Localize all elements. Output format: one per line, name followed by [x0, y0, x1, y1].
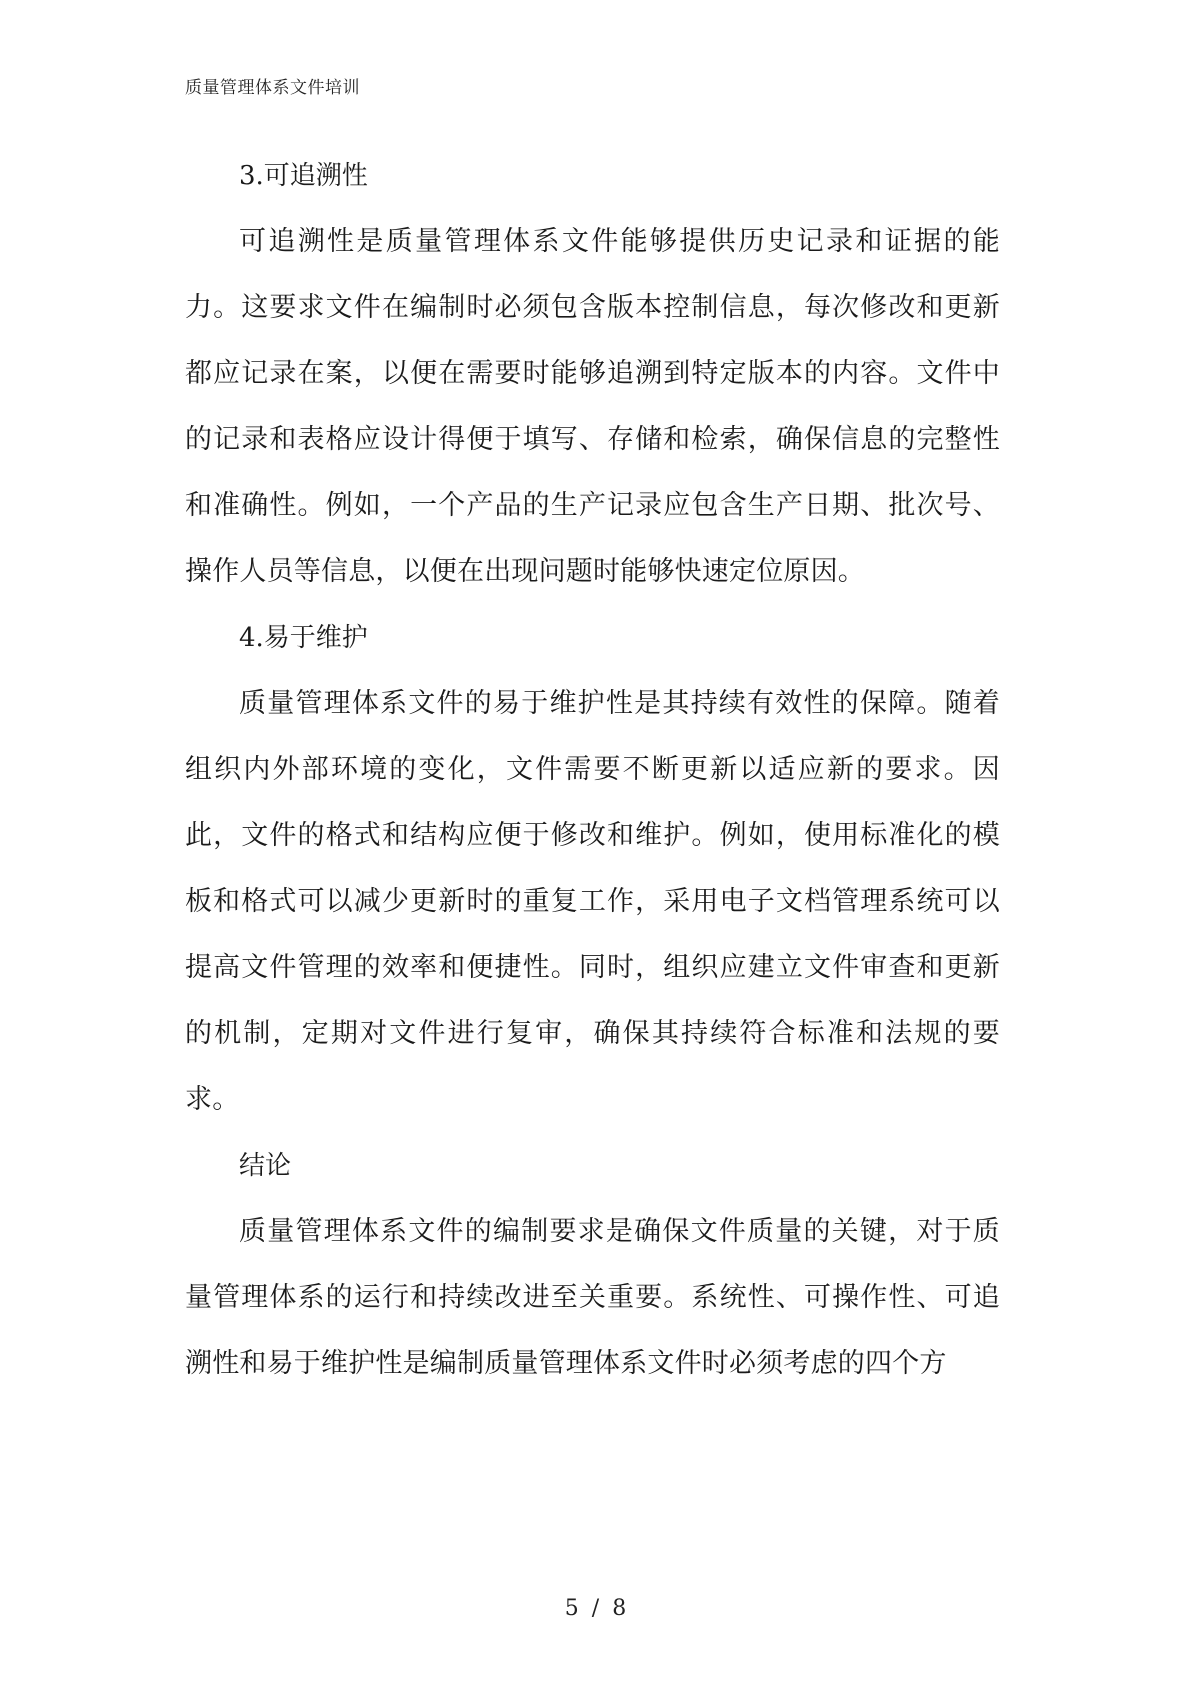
section-paragraph-conclusion: 质量管理体系文件的编制要求是确保文件质量的关键，对于质量管理体系的运行和持续改进至关重要。系统性、可操作性、可追溯性和易于维护性是编制质量管理体系文件时必须考虑的四个方: [185, 1216, 1000, 1379]
section-paragraph-maintainability: 质量管理体系文件的易于维护性是其持续有效性的保障。随着组织内外部环境的变化，文件需要不断更新以适应新的要求。因此，文件的格式和结构应便于修改和维护。例如，使用标准化的模板和格式可以减少更新时的重复工作，采用电子文档管理系统可以提高文件管理的效率和便捷性。同时，组织应建立文件审查和更新的机制，定期对文件进行复审，确保其持续符合标准和法规的要求。: [185, 688, 1000, 1115]
section-heading-conclusion: 结论: [239, 1151, 292, 1181]
section-paragraph-traceability: 可追溯性是质量管理体系文件能够提供历史记录和证据的能力。这要求文件在编制时必须包含版本控制信息，每次修改和更新都应记录在案，以便在需要时能够追溯到特定版本的内容。文件中的记录和表格应设计得便于填写、存储和检索，确保信息的完整性和准确性。例如，一个产品的生产记录应包含生产日期、批次号、操作人员等信息，以便在出现问题时能够快速定位原因。: [185, 226, 1000, 587]
page-content: [185, 143, 1000, 1397]
page-number: 5 / 8: [564, 1596, 627, 1621]
running-header: 质量管理体系文件培训: [185, 78, 360, 98]
section-heading-traceability: 3.可追溯性: [239, 161, 368, 191]
section-heading-maintainability: 4.易于维护: [239, 623, 368, 653]
